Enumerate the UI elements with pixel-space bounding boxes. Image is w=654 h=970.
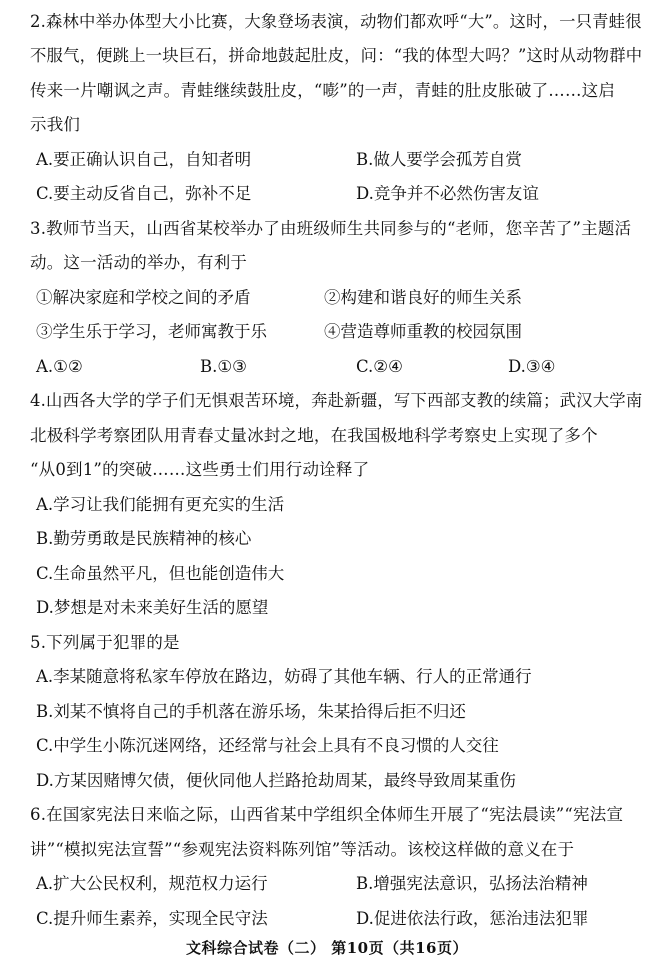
q6-option-c: C.提升师生素养，实现全民守法 <box>36 909 268 928</box>
q3-option-c: C.②④ <box>356 357 403 376</box>
q4-option-c: C.生命虽然平凡，但也能创造伟大 <box>36 564 285 583</box>
q3-item-2: ②构建和谐良好的师生关系 <box>324 288 522 307</box>
q6-stem-line-1: 6.在国家宪法日来临之际，山西省某中学组织全体师生开展了“宪法晨读”“宪法宣 <box>30 805 624 824</box>
q6-option-a: A.扩大公民权利，规范权力运行 <box>36 874 268 893</box>
q3-stem-line-2: 动。这一活动的举办，有利于 <box>30 253 248 272</box>
q3-item-4: ④营造尊师重教的校园氛围 <box>324 322 522 341</box>
q6-stem-line-2: 讲”“模拟宪法宣誓”“参观宪法资料陈列馆”等活动。该校这样做的意义在于 <box>30 840 575 859</box>
q4-option-b: B.勤劳勇敢是民族精神的核心 <box>36 529 252 548</box>
q5-option-c: C.中学生小陈沉迷网络，还经常与社会上具有不良习惯的人交往 <box>36 736 499 755</box>
q3-item-1: ①解决家庭和学校之间的矛盾 <box>36 288 251 307</box>
q2-option-a: A.要正确认识自己，自知者明 <box>36 150 252 169</box>
q4-stem-line-3: “从0到1”的突破……这些勇士们用行动诠释了 <box>30 460 370 479</box>
q5-option-a: A.李某随意将私家车停放在路边，妨碍了其他车辆、行人的正常通行 <box>36 667 532 686</box>
q3-stem-line-1: 3.教师节当天，山西省某校举办了由班级师生共同参与的“老师，您辛苦了”主题活 <box>30 219 632 238</box>
q2-option-b: B.做人要学会孤芳自赏 <box>356 150 522 169</box>
q2-option-c: C.要主动反省自己，弥补不足 <box>36 184 252 203</box>
q4-stem-line-2: 北极科学考察团队用青春丈量冰封之地，在我国极地科学考察史上实现了多个 <box>30 426 598 445</box>
q3-option-a: A.①② <box>36 357 83 376</box>
q5-stem-line-1: 5.下列属于犯罪的是 <box>30 633 180 652</box>
q3-option-b: B.①③ <box>200 357 247 376</box>
q4-stem-line-1: 4.山西各大学的学子们无惧艰苦环境，奔赴新疆，写下西部支教的续篇；武汉大学南 <box>30 391 643 410</box>
q6-option-d: D.促进依法行政，惩治违法犯罪 <box>356 909 589 928</box>
q6-option-b: B.增强宪法意识，弘扬法治精神 <box>356 874 588 893</box>
q5-option-d: D.方某因赌博欠债，便伙同他人拦路抢劫周某，最终导致周某重伤 <box>36 771 516 790</box>
q2-stem-line-2: 不服气，便跳上一块巨石，拼命地鼓起肚皮，问：“我的体型大吗？”这时从动物群中 <box>30 46 643 65</box>
q3-item-3: ③学生乐于学习，老师寓教于乐 <box>36 322 267 341</box>
q2-stem-line-1: 2.森林中举办体型大小比赛，大象登场表演，动物们都欢呼“大”。这时，一只青蛙很 <box>30 12 642 31</box>
q2-option-d: D.竞争并不必然伤害友谊 <box>356 184 539 203</box>
q4-option-d: D.梦想是对未来美好生活的愿望 <box>36 598 269 617</box>
q5-option-b: B.刘某不慎将自己的手机落在游乐场，朱某拾得后拒不归还 <box>36 702 466 721</box>
page-footer: 文科综合试卷（二） 第10页（共16页） <box>186 939 468 957</box>
q4-option-a: A.学习让我们能拥有更充实的生活 <box>36 495 285 514</box>
q2-stem-line-3: 传来一片嘲讽之声。青蛙继续鼓肚皮，“嘭”的一声，青蛙的肚皮胀破了……这启 <box>30 81 616 100</box>
q3-option-d: D.③④ <box>508 357 556 376</box>
q2-stem-line-4: 示我们 <box>30 115 81 134</box>
